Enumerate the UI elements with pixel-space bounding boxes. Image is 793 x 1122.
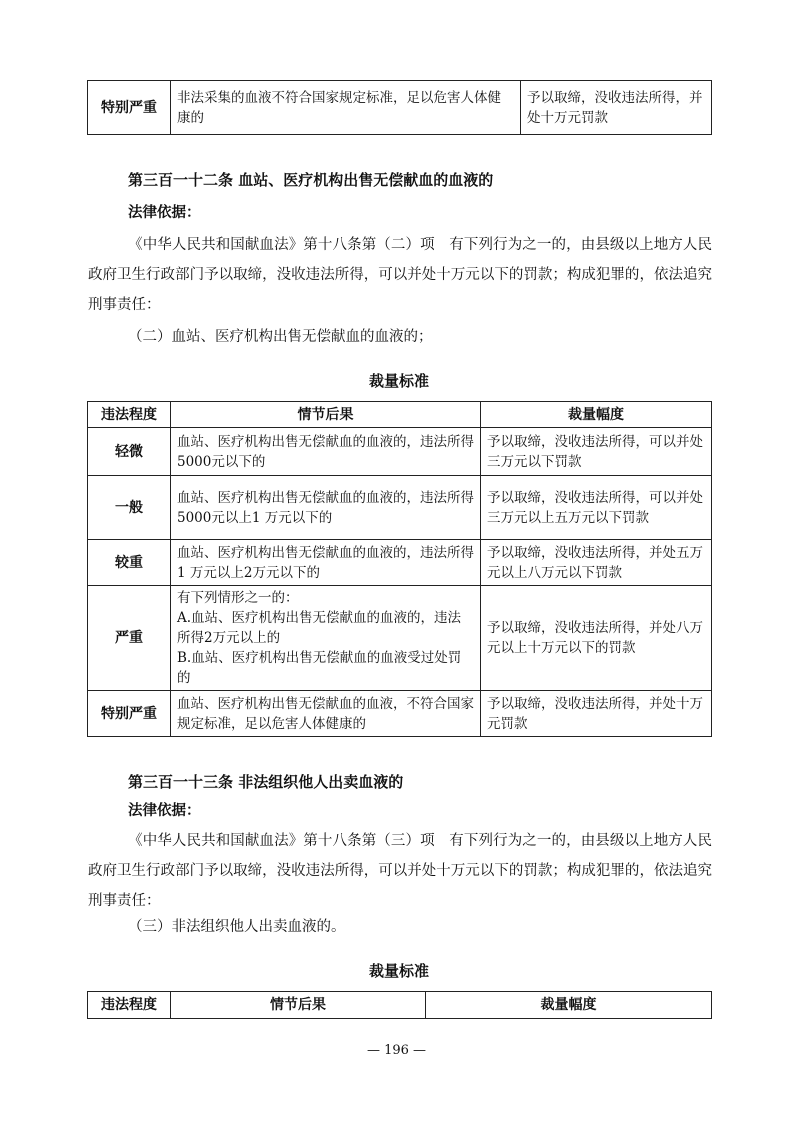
- circumstance-line: 有下列情形之一的：: [177, 590, 299, 606]
- circumstance-line: A.血站、医疗机构出售无偿献血的血液的，违法所得2万元以上的: [177, 610, 462, 646]
- circumstance-cell: 血站、医疗机构出售无偿献血的血液，不符合国家规定标准，足以危害人体健康的: [171, 691, 481, 737]
- article-313-basis-label: 法律依据：: [128, 803, 201, 819]
- penalty-cell: 予以取缔，没收违法所得，并处八万元以上十万元以下的罚款: [481, 586, 712, 691]
- header-degree: 违法程度: [88, 992, 171, 1019]
- penalty-cell: 予以取缔，没收违法所得，可以并处三万元以下罚款: [481, 428, 712, 476]
- circumstance-cell: 血站、医疗机构出售无偿献血的血液的，违法所得5000元以上1 万元以下的: [171, 476, 481, 540]
- header-penalty: 裁量幅度: [481, 402, 712, 428]
- degree-cell: 严重: [88, 586, 171, 691]
- article-312-basis-item: （二）血站、医疗机构出售无偿献血的血液的；: [128, 329, 433, 345]
- penalty-cell: 予以取缔，没收违法所得，并处五万元以上八万元以下罚款: [481, 540, 712, 586]
- table-row: [88, 586, 712, 691]
- degree-cell: 较重: [88, 540, 171, 586]
- penalty-cell: 予以取缔，没收违法所得，并处十万元罚款: [481, 691, 712, 737]
- article-312-basis-label: 法律依据：: [128, 205, 201, 221]
- table-row: [88, 428, 712, 476]
- table-row: [88, 540, 712, 586]
- penalty-cell: 予以取缔，没收违法所得，并处十万元罚款: [521, 81, 712, 135]
- degree-cell: 特别严重: [88, 691, 171, 737]
- degree-cell: 轻微: [88, 428, 171, 476]
- circumstance-cell: [171, 586, 481, 691]
- circumstance-cell: 非法采集的血液不符合国家规定标准，足以危害人体健康的: [171, 81, 521, 135]
- article-313-basis-text-content: 《中华人民共和国献血法》第十八条第（三）项 有下列行为之一的，由县级以上地方人民政府卫生行政部门予以取缔，没收违法所得，可以并处十万元以下的罚款；构成犯罪的，依法追究刑事责任：: [88, 833, 712, 909]
- degree-cell: 特别严重: [88, 81, 171, 135]
- article-312-basis-text: [88, 230, 712, 320]
- article-313-title: 第三百一十三条 非法组织他人出卖血液的: [128, 773, 404, 791]
- article-313-standard-title: 裁量标准: [368, 962, 429, 980]
- circumstance-cell: 血站、医疗机构出售无偿献血的血液的，违法所得5000元以下的: [171, 428, 481, 476]
- page-number: — 196 —: [366, 1043, 427, 1058]
- top-continued-table: [87, 80, 712, 135]
- article-313-basis-item: （三）非法组织他人出卖血液的。: [128, 919, 346, 935]
- table-header-row: [88, 402, 712, 428]
- article-313-basis-text: [88, 826, 712, 916]
- header-circumstance: 情节后果: [171, 992, 426, 1019]
- table-header-row: [88, 992, 712, 1019]
- penalty-cell: 予以取缔，没收违法所得，可以并处三万元以上五万元以下罚款: [481, 476, 712, 540]
- table-row: [88, 691, 712, 737]
- table-row: [88, 476, 712, 540]
- degree-cell: 一般: [88, 476, 171, 540]
- article-313-standard-table: [87, 991, 712, 1019]
- circumstance-line: B.血站、医疗机构出售无偿献血的血液受过处罚的: [177, 650, 462, 686]
- header-circumstance: 情节后果: [171, 402, 481, 428]
- header-degree: 违法程度: [88, 402, 171, 428]
- circumstance-cell: 血站、医疗机构出售无偿献血的血液的，违法所得1 万元以上2万元以下的: [171, 540, 481, 586]
- article-312-standard-title: 裁量标准: [368, 372, 429, 390]
- table-row: [88, 81, 712, 135]
- article-312-title: 第三百一十二条 血站、医疗机构出售无偿献血的血液的: [128, 171, 494, 189]
- article-312-standard-table: [87, 401, 712, 737]
- article-312-basis-text-content: 《中华人民共和国献血法》第十八条第（二）项 有下列行为之一的，由县级以上地方人民政府卫生行政部门予以取缔，没收违法所得，可以并处十万元以下的罚款；构成犯罪的，依法追究刑事责任：: [88, 237, 712, 313]
- header-penalty: 裁量幅度: [426, 992, 712, 1019]
